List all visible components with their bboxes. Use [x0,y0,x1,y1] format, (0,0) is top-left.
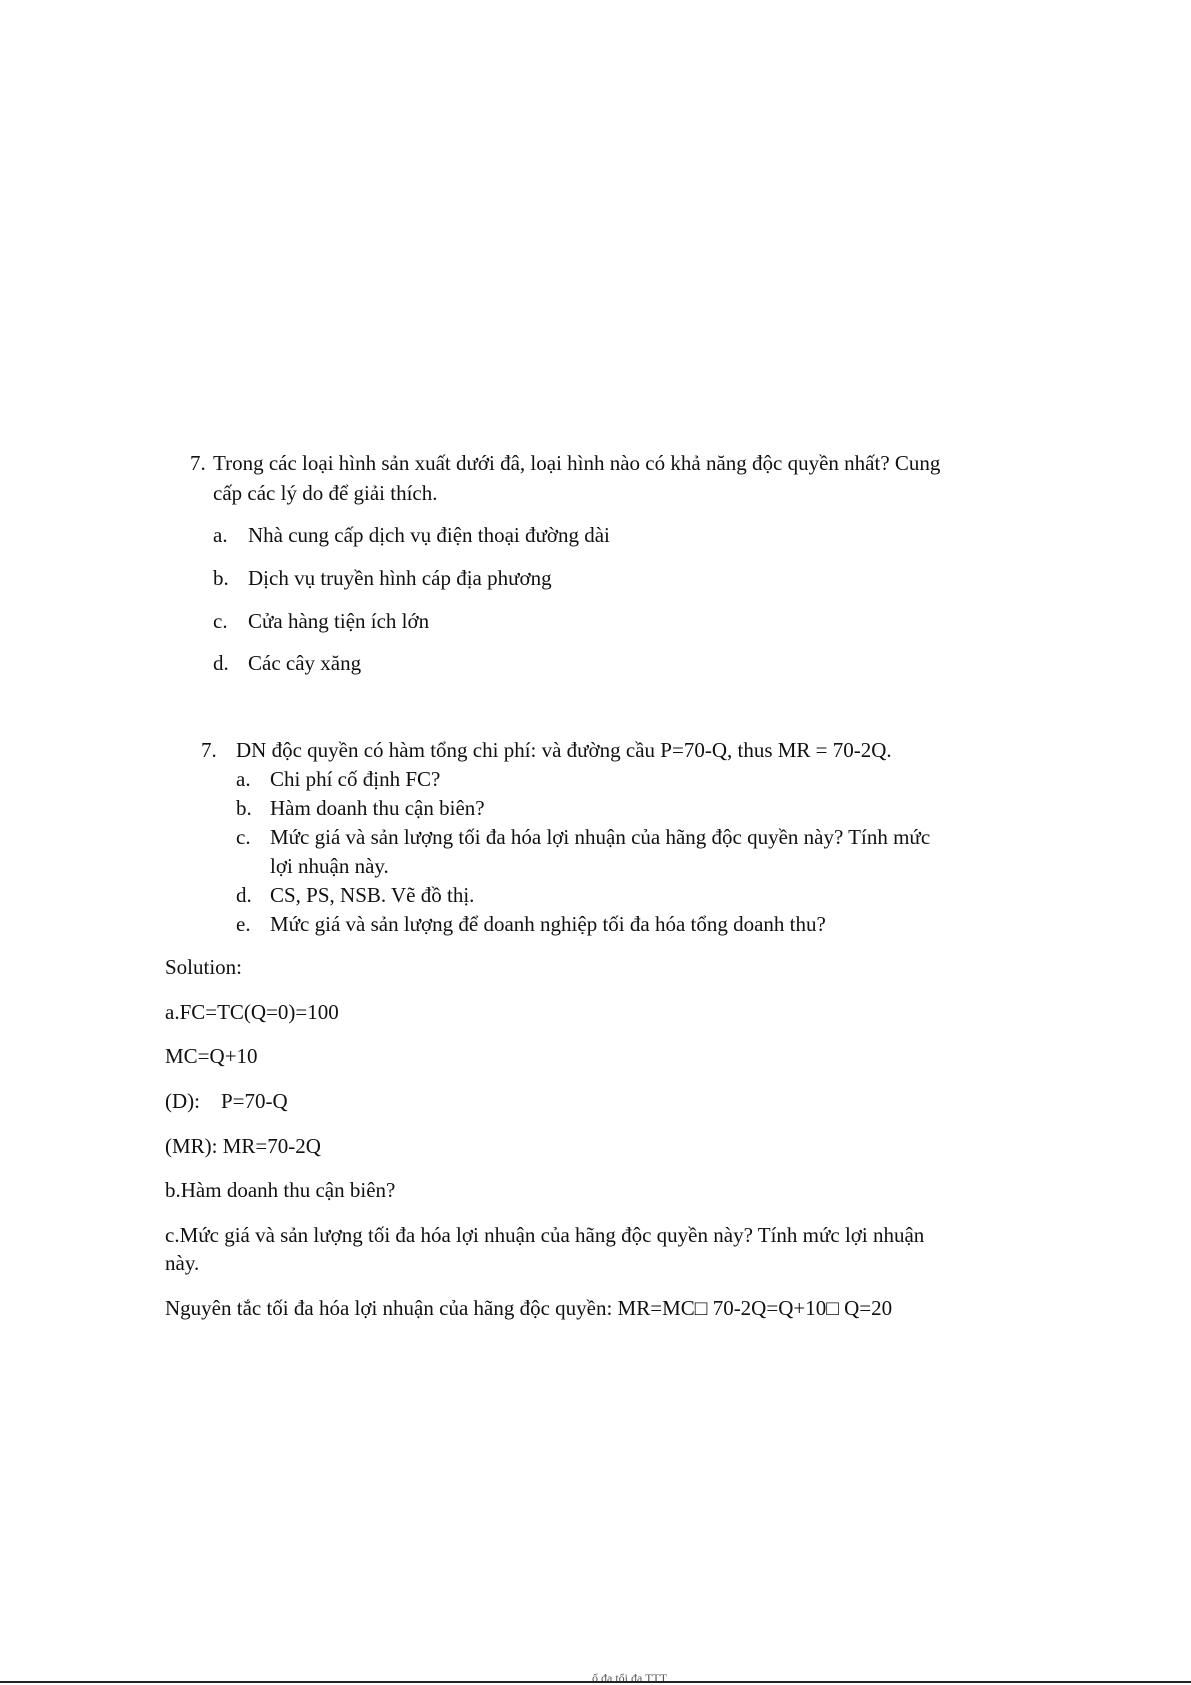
solution-rule: Nguyên tắc tối đa hóa lợi nhuận của hãng độc quyền: MR=MC□ 70-2Q=Q+10□ Q=20 [165,1296,893,1320]
option-letter: b. [213,566,229,590]
part-letter: d. [236,883,252,907]
part-text: CS, PS, NSB. Vẽ đồ thị. [270,883,475,907]
part-text: Mức giá và sản lượng để doanh nghiệp tối đa hóa tổng doanh thu? [270,912,826,936]
solution-mr: (MR): MR=70-2Q [165,1134,321,1158]
question1-number: 7. [190,451,206,475]
solution-demand: (D): P=70-Q [165,1089,288,1113]
part-text-continuation: lợi nhuận này. [270,854,389,878]
solution-b: b.Hàm doanh thu cận biên? [165,1178,396,1202]
solution-c-line1: c.Mức giá và sản lượng tối đa hóa lợi nhuận của hãng độc quyền này? Tính mức lợi nhuận [165,1223,925,1247]
solution-heading: Solution: [165,955,243,979]
solution-mc: MC=Q+10 [165,1044,258,1068]
question2-text: DN độc quyền có hàm tổng chi phí: và đường cầu P=70-Q, thus MR = 70-2Q. [236,738,892,762]
option-letter: a. [213,523,228,547]
option-letter: c. [213,609,228,633]
part-text: Mức giá và sản lượng tối đa hóa lợi nhuận của hãng độc quyền này? Tính mức [270,825,931,849]
option-text: Dịch vụ truyền hình cáp địa phương [248,566,552,590]
question2-number: 7. [201,738,217,762]
part-letter: a. [236,767,251,791]
part-letter: c. [236,825,251,849]
footer-fragment: ố đa tổi đa TTT [592,1671,668,1681]
part-letter: e. [236,912,251,936]
part-text: Hàm doanh thu cận biên? [270,796,485,820]
question1-text-line2: cấp các lý do để giải thích. [213,481,438,505]
solution-c-line2: này. [165,1251,200,1275]
option-text: Nhà cung cấp dịch vụ điện thoại đường dài [248,523,610,547]
option-letter: d. [213,651,229,675]
question1-text-line1: Trong các loại hình sản xuất dưới đâ, loại hình nào có khả năng độc quyền nhất? Cung [213,451,941,475]
part-text: Chi phí cố định FC? [270,767,441,791]
option-text: Các cây xăng [248,651,362,675]
bottom-rule [0,1681,1191,1683]
part-letter: b. [236,796,252,820]
option-text: Cửa hàng tiện ích lớn [248,609,430,633]
solution-fc: a.FC=TC(Q=0)=100 [165,1000,339,1024]
